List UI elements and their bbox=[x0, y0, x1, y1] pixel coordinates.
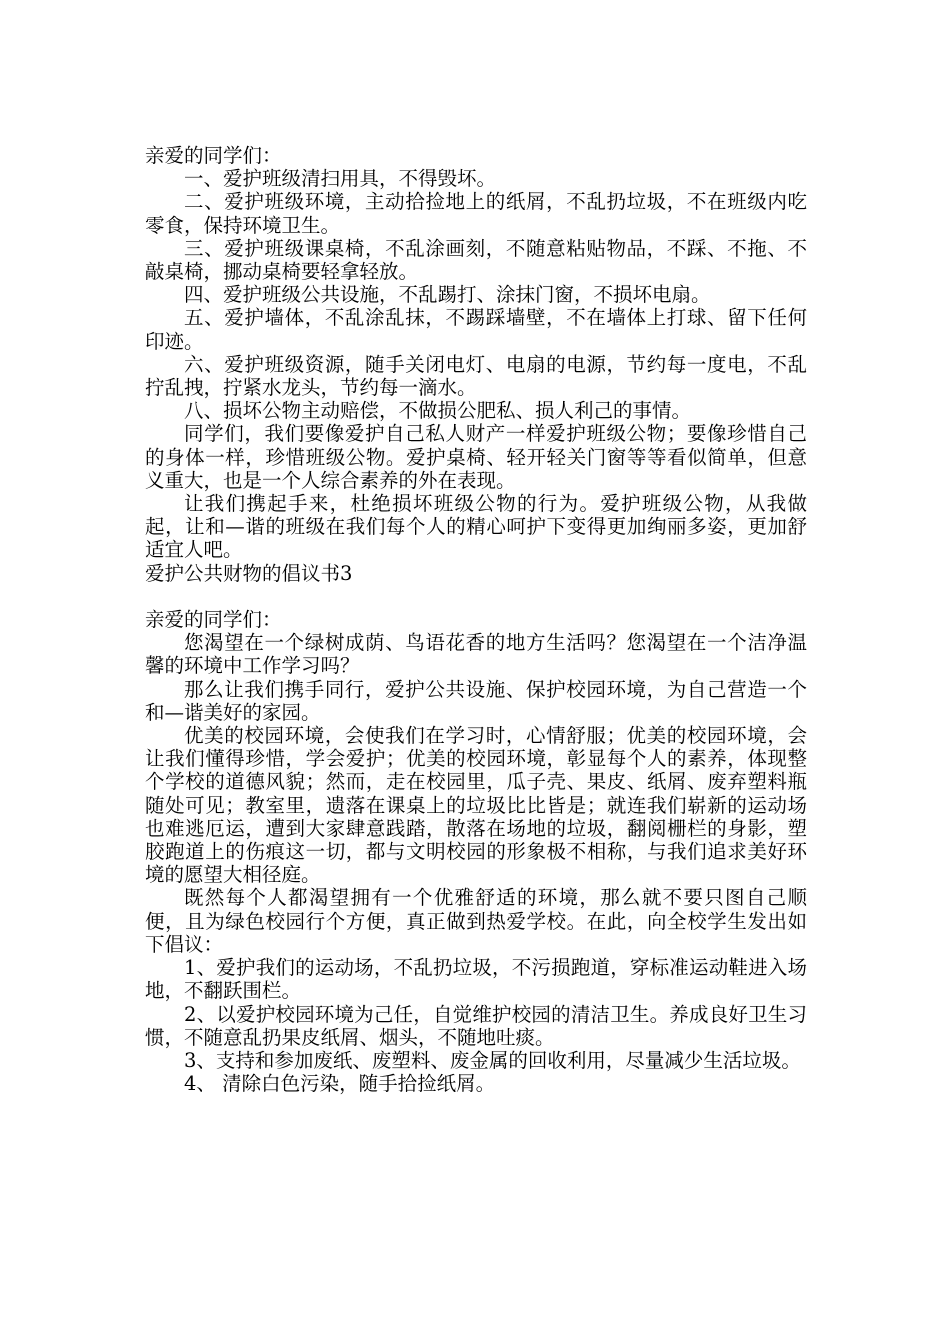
paragraph: 同学们，我们要像爱护自己私人财产一样爱护班级公物；要像珍惜自己的身体一样，珍惜班级公物。爱护桌椅、轻开轻关门窗等等看似简单，但意义重大，也是一个人综合素养的外在表现。 bbox=[145, 422, 807, 492]
paragraph: 2、以爱护校园环境为己任，自觉维护校园的清洁卫生。养成良好卫生习惯，不随意乱扔果皮纸屑、烟头，不随地吐痰。 bbox=[145, 1002, 807, 1049]
section-title: 爱护公共财物的倡议书3 bbox=[145, 561, 353, 585]
document-page bbox=[145, 144, 807, 1095]
paragraph: 3、支持和参加废纸、废塑料、废金属的回收利用，尽量减少生活垃圾。 bbox=[184, 1048, 801, 1072]
paragraph: 一、爱护班级清扫用具，不得毁坏。 bbox=[184, 167, 497, 191]
blank-line bbox=[145, 585, 807, 608]
paragraph: 让我们携起手来，杜绝损坏班级公物的行为。爱护班级公物，从我做起，让和—谐的班级在我们每个人的精心呵护下变得更加绚丽多姿，更加舒适宜人吧。 bbox=[145, 492, 807, 562]
paragraph: 既然每个人都渴望拥有一个优雅舒适的环境，那么就不要只图自己顺便，且为绿色校园行个方便，真正做到热爱学校。在此，向全校学生发出如下倡议： bbox=[145, 886, 807, 956]
paragraph: 4、 清除白色污染，随手拾捡纸屑。 bbox=[184, 1072, 496, 1096]
paragraph: 四、爱护班级公共设施，不乱踢打、涂抹门窗，不损坏电扇。 bbox=[184, 283, 711, 307]
paragraph: 五、爱护墙体，不乱涂乱抹，不踢踩墙壁，不在墙体上打球、留下任何印迹。 bbox=[145, 306, 807, 353]
paragraph: 您渴望在一个绿树成荫、鸟语花香的地方生活吗？您渴望在一个洁净温馨的环境中工作学习吗？ bbox=[145, 631, 807, 678]
paragraph: 八、损坏公物主动赔偿，不做损公肥私、损人利己的事情。 bbox=[184, 399, 692, 423]
paragraph: 那么让我们携手同行，爱护公共设施、保护校园环境，为自己营造一个和—谐美好的家园。 bbox=[145, 677, 807, 724]
salutation: 亲爱的同学们： bbox=[145, 144, 282, 167]
paragraph: 二、爱护班级环境，主动拾捡地上的纸屑，不乱扔垃圾，不在班级内吃零食，保持环境卫生。 bbox=[145, 190, 807, 237]
paragraph: 六、爱护班级资源，随手关闭电灯、电扇的电源，节约每一度电，不乱拧乱拽，拧紧水龙头，节约每一滴水。 bbox=[145, 352, 807, 400]
salutation: 亲爱的同学们： bbox=[145, 608, 282, 632]
paragraph: 三、爱护班级课桌椅，不乱涂画刻，不随意粘贴物品，不踩、不拖、不敲桌椅，挪动桌椅要轻拿轻放。 bbox=[145, 236, 807, 284]
paragraph: 优美的校园环境，会使我们在学习时，心情舒服；优美的校园环境，会让我们懂得珍惜，学会爱护；优美的校园环境，彰显每个人的素养，体现整个学校的道德风貌；然而，走在校园里，瓜子壳、果皮、纸屑、废弃塑料瓶随处可见；教室里，遗落在课桌上的垃圾比比皆是；就连我们崭新的运动场也难逃厄运，遭到大家肆意践踏，散落在场地的垃圾，翻阅栅栏的身影，塑胶跑道上的伤痕这一切，都与文明校园的形象极不相称，与我们追求美好环境的愿望大相径庭。 bbox=[145, 724, 807, 887]
paragraph: 1、爱护我们的运动场，不乱扔垃圾，不污损跑道，穿标准运动鞋进入场地，不翻跃围栏。 bbox=[145, 956, 807, 1003]
